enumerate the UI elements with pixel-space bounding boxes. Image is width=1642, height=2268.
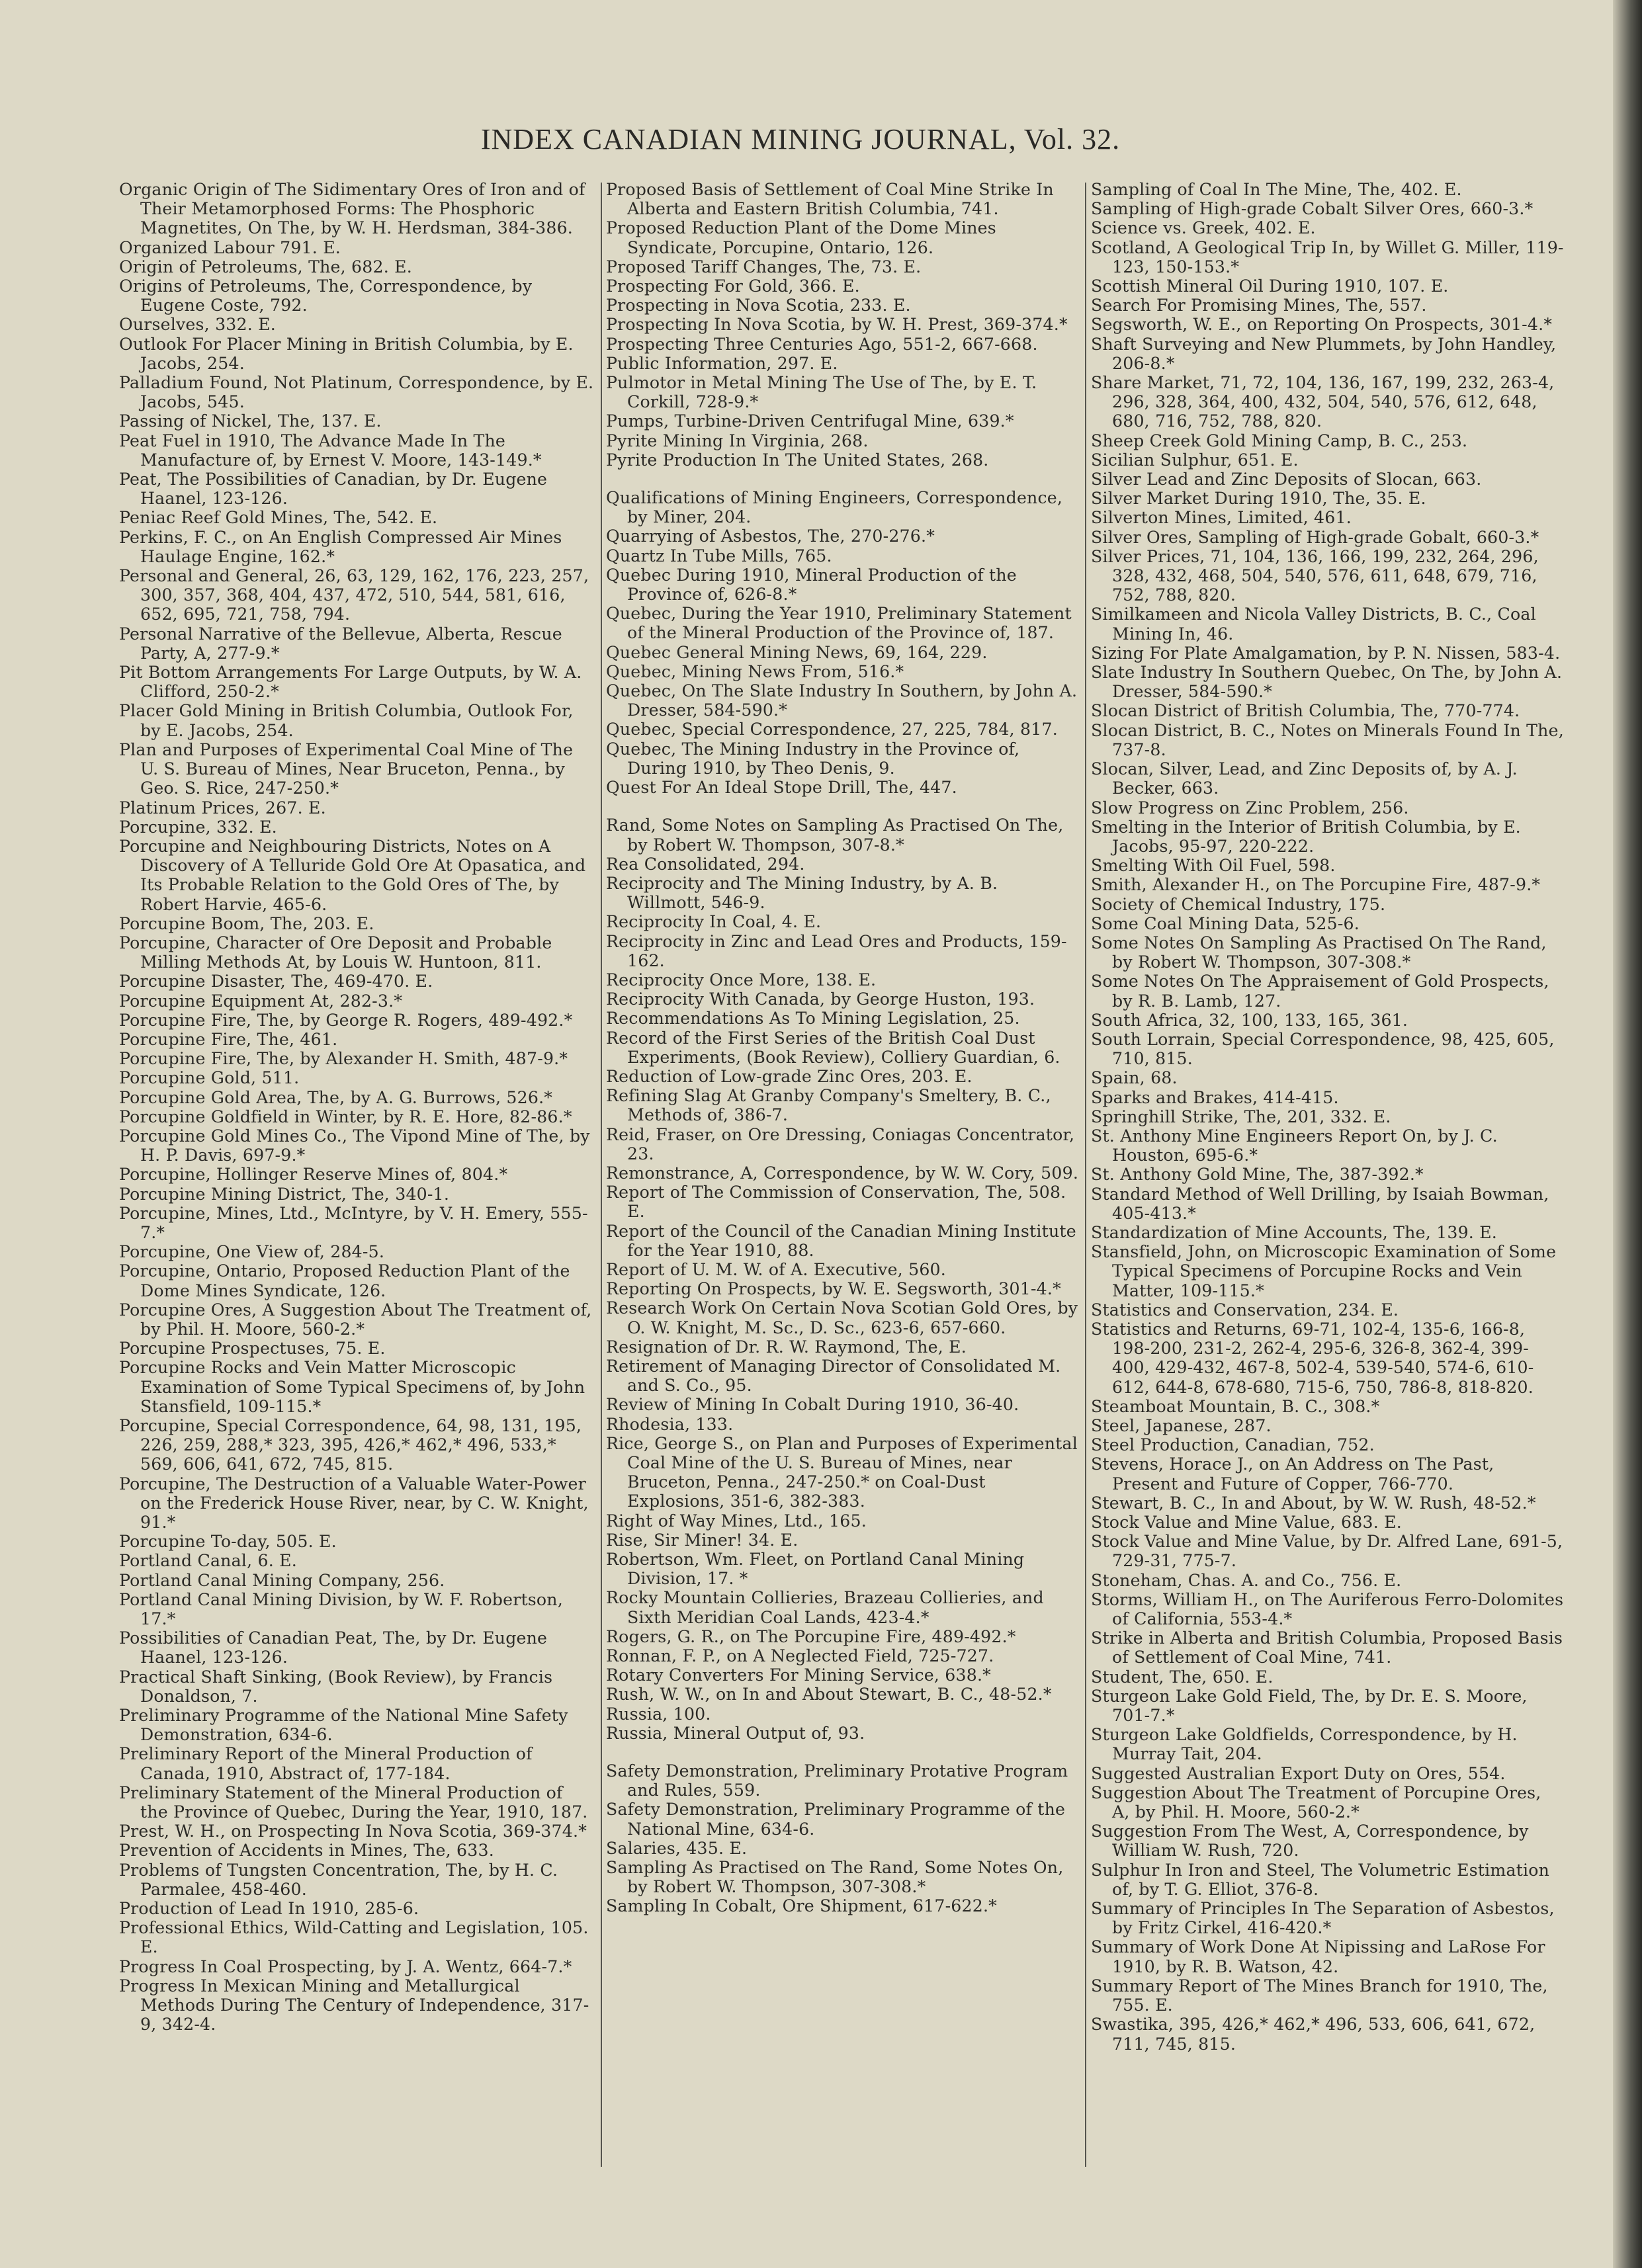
index-entry: Sampling of High-grade Cobalt Silver Ores, 660-3.* [1091,199,1534,219]
index-entry: Prevention of Accidents in Mines, The, 633. [119,1841,494,1861]
index-entry: Suggestion From The West, A, Correspondence, by William W. Rush, 720. [1091,1822,1529,1861]
index-entry: Society of Chemical Industry, 175. [1091,894,1386,914]
index-entry: Quartz In Tube Mills, 765. [606,546,832,566]
index-entry: Personal and General, 26, 63, 129, 162, 176, 223, 257, 300, 357, 368, 404, 437, 472, 510, 544, 581, 616, 652, 695, 721, 758, 794. [119,566,589,624]
index-entry: Pit Bottom Arrangements For Large Outputs, by W. A. Clifford, 250-2.* [119,663,582,702]
index-entry: Preliminary Programme of the National Mine Safety Demonstration, 634-6. [119,1706,568,1745]
index-entry: Porcupine, Mines, Ltd., McIntyre, by V. H. Emery, 555-7.* [119,1203,588,1242]
index-entry: Rogers, G. R., on The Porcupine Fire, 489-492.* [606,1626,1016,1646]
index-entry: Pyrite Production In The United States, 268. [606,450,989,470]
index-entry: Some Notes On Sampling As Practised On The Rand, by Robert W. Thompson, 307-308.* [1091,933,1547,972]
index-entry: Organic Origin of The Sidimentary Ores of Iron and of Their Metamorphosed Forms: The Phosphoric Magnetites, On The, by W. H. Herdsman, 384-386. [119,180,585,238]
index-entry: Quebec General Mining News, 69, 164, 229. [606,642,988,662]
index-entry: Problems of Tungsten Concentration, The, by H. C. Parmalee, 458-460. [119,1860,558,1899]
index-entry: South Lorrain, Special Correspondence, 98, 425, 605, 710, 815. [1091,1029,1555,1069]
index-entry: Porcupine Prospectuses, 75. E. [119,1339,386,1359]
index-entry: Pumps, Turbine-Driven Centrifugal Mine, 639.* [606,411,1014,431]
index-entry: Porcupine Rocks and Vein Matter Microscopic Examination of Some Typical Specimens of, by John Stansfield, 109-115.* [119,1358,585,1416]
index-column-1 [119,180,594,2171]
index-entry: Reciprocity in Zinc and Lead Ores and Products, 159-162. [606,931,1067,970]
index-entry: Porcupine Gold Mines Co., The Vipond Mine of The, by H. P. Davis, 697-9.* [119,1126,590,1165]
index-entry: Preliminary Statement of the Mineral Production of the Province of Quebec, During the Year, 1910, 187. [119,1783,588,1822]
index-entry: Standardization of Mine Accounts, The, 139. E. [1091,1222,1497,1242]
index-entry: Porcupine and Neighbouring Districts, Notes on A Discovery of A Telluride Gold Ore At Opasatica, and Its Probable Relation to the Gold Ores of The, by Robert Harvie, 465-6. [119,836,586,914]
index-entry: Stewart, B. C., In and About, by W. W. Rush, 48-52.* [1091,1493,1536,1513]
index-entry: St. Anthony Gold Mine, The, 387-392.* [1091,1165,1424,1185]
index-entry: Porcupine Gold Area, The, by A. G. Burrows, 526.* [119,1087,553,1107]
index-entry: Quebec, Special Correspondence, 27, 225, 784, 817. [606,720,1058,739]
index-entry: Stevens, Horace J., on An Address on The Past, Present and Future of Copper, 766-770. [1091,1454,1494,1493]
index-entry: Refining Slag At Granby Company's Smeltery, B. C., Methods of, 386-7. [606,1086,1051,1125]
index-entry: Slocan District, B. C., Notes on Minerals Found In The, 737-8. [1091,720,1564,759]
index-entry: Passing of Nickel, The, 137. E. [119,411,382,431]
index-column-2 [606,180,1081,2171]
index-entry: Qualifications of Mining Engineers, Correspondence, by Miner, 204. [606,488,1063,527]
index-entry: Quebec, On The Slate Industry In Southern, by John A. Dresser, 584-590.* [606,681,1078,720]
index-entry: Remonstrance, A, Correspondence, by W. W. Cory, 509. [606,1163,1079,1183]
index-entry: Porcupine Equipment At, 282-3.* [119,991,403,1011]
index-entry: Sulphur In Iron and Steel, The Volumetric Estimation of, by T. G. Elliot, 376-8. [1091,1860,1550,1899]
index-entry: Springhill Strike, The, 201, 332. E. [1091,1107,1391,1126]
index-entry: Rise, Sir Miner! 34. E. [606,1530,799,1550]
index-entry: Statistics and Conservation, 234. E. [1091,1300,1399,1320]
index-entry: Recommendations As To Mining Legislation, 25. [606,1009,1020,1029]
index-entry: Sheep Creek Gold Mining Camp, B. C., 253. [1091,431,1468,450]
index-entry: Review of Mining In Cobalt During 1910, 36-40. [606,1395,1019,1415]
index-entry: Porcupine, 332. E. [119,817,277,837]
index-entry: Steel Production, Canadian, 752. [1091,1435,1375,1455]
index-entry: Prospecting For Gold, 366. E. [606,276,860,296]
volume-label: Vol. 32. [1023,123,1121,155]
index-columns [119,180,1575,2171]
index-entry: Prospecting Three Centuries Ago, 551-2, 667-668. [606,334,1038,354]
index-entry: South Africa, 32, 100, 133, 165, 361. [1091,1010,1408,1030]
index-entry: Resignation of Dr. R. W. Raymond, The, E. [606,1337,967,1357]
index-entry: Report of The Commission of Conservation, The, 508. E. [606,1183,1066,1222]
index-entry: Safety Demonstration, Preliminary Protative Program and Rules, 559. [606,1761,1068,1800]
index-entry: Silver Lead and Zinc Deposits of Slocan, 663. [1091,470,1482,489]
index-entry: Russia, 100. [606,1704,711,1724]
index-entry: Research Work On Certain Nova Scotian Gold Ores, by O. W. Knight, M. Sc., D. Sc., 623-6, 657-660. [606,1298,1078,1337]
index-entry: Porcupine Gold, 511. [119,1068,300,1088]
index-entry: Student, The, 650. E. [1091,1667,1274,1687]
index-entry: Summary Report of The Mines Branch for 1910, The, 755. E. [1091,1976,1548,2015]
index-entry: Quebec, During the Year 1910, Preliminary Statement of the Mineral Production of the Province of, 187. [606,604,1072,643]
index-entry: Statistics and Returns, 69-71, 102-4, 135-6, 166-8, 198-200, 231-2, 262-4, 295-6, 326-8, 362-4, 399-400, 429-432, 467-8, 502-4, 539-540, 574-6, 610-612, 644-8, 678-680, 715-6, 750, 786-8, 818-820. [1091,1319,1534,1397]
index-entry: Porcupine To-day, 505. E. [119,1532,337,1552]
index-entry: Prospecting in Nova Scotia, 233. E. [606,296,911,315]
index-entry: Rice, George S., on Plan and Purposes of Experimental Coal Mine of the U. S. Bureau of Mines, near Bruceton, Penna., 247-250.* on Coal-Dust Explosions, 351-6, 382-383. [606,1433,1078,1511]
index-entry: Porcupine, Ontario, Proposed Reduction Plant of the Dome Mines Syndicate, 126. [119,1261,570,1300]
index-entry: Portland Canal Mining Division, by W. F. Robertson, 17.* [119,1589,563,1629]
index-entry: Report of U. M. W. of A. Executive, 560. [606,1259,946,1279]
index-entry: Origins of Petroleums, The, Correspondence, by Eugene Coste, 792. [119,276,533,315]
index-entry: Quebec During 1910, Mineral Production of the Province of, 626-8.* [606,565,1017,605]
index-entry: Record of the First Series of the British Coal Dust Experiments, (Book Review), Colliery Guardian, 6. [606,1028,1060,1067]
index-entry: Pyrite Mining In Virginia, 268. [606,431,869,450]
index-entry: Some Notes On The Appraisement of Gold Prospects, by R. B. Lamb, 127. [1091,972,1549,1011]
index-entry: Rotary Converters For Mining Service, 638.* [606,1665,991,1685]
index-entry: Sizing For Plate Amalgamation, by P. N. Nissen, 583-4. [1091,643,1561,663]
index-entry: Right of Way Mines, Ltd., 165. [606,1511,867,1531]
index-entry: Stock Value and Mine Value, by Dr. Alfred Lane, 691-5, 729-31, 775-7. [1091,1532,1563,1571]
index-entry: Origin of Petroleums, The, 682. E. [119,257,412,276]
index-entry: Some Coal Mining Data, 525-6. [1091,913,1360,933]
index-entry: Quest For An Ideal Stope Drill, The, 447. [606,778,957,798]
index-entry: Porcupine, The Destruction of a Valuable Water-Power on the Frederick House River, near, by C. W. Knight, 91.* [119,1474,589,1533]
index-entry: Summary of Principles In The Separation of Asbestos, by Fritz Cirkel, 416-420.* [1091,1899,1555,1938]
index-entry: Reciprocity With Canada, by George Huston, 193. [606,989,1035,1009]
index-entry: Porcupine Fire, The, by Alexander H. Smith, 487-9.* [119,1049,568,1069]
index-entry: Porcupine Goldfield in Winter, by R. E. Hore, 82-86.* [119,1107,572,1126]
index-entry: Quebec, Mining News From, 516.* [606,661,904,681]
index-entry: Peniac Reef Gold Mines, The, 542. E. [119,508,438,528]
index-entry: Platinum Prices, 267. E. [119,798,326,818]
index-entry: Steamboat Mountain, B. C., 308.* [1091,1396,1380,1416]
index-entry: Russia, Mineral Output of, 93. [606,1723,865,1743]
index-entry: Prest, W. H., on Prospecting In Nova Scotia, 369-374.* [119,1822,587,1841]
index-entry: Sturgeon Lake Goldfields, Correspondence, by H. Murray Tait, 204. [1091,1725,1518,1764]
index-entry: Silverton Mines, Limited, 461. [1091,508,1352,528]
index-entry: Sicilian Sulphur, 651. E. [1091,450,1299,470]
index-entry: Palladium Found, Not Platinum, Correspondence, by E. Jacobs, 545. [119,373,594,412]
index-entry: Peat Fuel in 1910, The Advance Made In The Manufacture of, by Ernest V. Moore, 143-149.* [119,431,542,470]
index-entry: Silver Market During 1910, The, 35. E. [1091,489,1426,509]
index-entry: Prospecting In Nova Scotia, by W. H. Prest, 369-374.* [606,315,1068,335]
index-entry: Proposed Tariff Changes, The, 73. E. [606,257,922,276]
index-entry: Shaft Surveying and New Plummets, by John Handley, 206-8.* [1091,334,1557,373]
index-entry: Public Information, 297. E. [606,353,838,373]
index-entry: Stansfield, John, on Microscopic Examination of Some Typical Specimens of Porcupine Rocks and Vein Matter, 109-115.* [1091,1242,1557,1300]
index-column-3 [1091,180,1564,2171]
index-entry: Practical Shaft Sinking, (Book Review), by Francis Donaldson, 7. [119,1667,553,1706]
index-entry: Sampling In Cobalt, Ore Shipment, 617-622.* [606,1896,997,1916]
index-entry: Quarrying of Asbestos, The, 270-276.* [606,526,935,546]
index-entry: Reporting On Prospects, by W. E. Segsworth, 301-4.* [606,1279,1061,1299]
index-entry: Porcupine, Character of Ore Deposit and Probable Milling Methods At, by Louis W. Huntoon, 811. [119,933,552,972]
index-entry: Share Market, 71, 72, 104, 136, 167, 199, 232, 263-4, 296, 328, 364, 400, 432, 504, 540, 576, 612, 648, 680, 716, 752, 788, 820. [1091,373,1555,431]
index-entry: Ronnan, F. P., on A Neglected Field, 725-727. [606,1646,994,1666]
index-entry: Preliminary Report of the Mineral Production of Canada, 1910, Abstract of, 177-184. [119,1744,533,1783]
index-entry: Placer Gold Mining in British Columbia, Outlook For, by E. Jacobs, 254. [119,701,574,740]
index-entry: Reid, Fraser, on Ore Dressing, Coniagas Concentrator, 23. [606,1124,1075,1163]
index-entry: Organized Labour 791. E. [119,237,341,257]
index-entry: Steel, Japanese, 287. [1091,1416,1272,1435]
index-entry: Sparks and Brakes, 414-415. [1091,1087,1339,1107]
index-entry: Porcupine Disaster, The, 469-470. E. [119,972,433,991]
index-entry: Porcupine Fire, The, by George R. Rogers, 489-492.* [119,1010,573,1030]
index-entry: Smelting With Oil Fuel, 598. [1091,856,1336,876]
index-entry: Outlook For Placer Mining in British Columbia, by E. Jacobs, 254. [119,334,574,373]
index-entry: Slocan District of British Columbia, The, 770-774. [1091,701,1520,721]
index-entry: Portland Canal, 6. E. [119,1551,297,1571]
index-entry: Progress In Coal Prospecting, by J. A. Wentz, 664-7.* [119,1956,572,1976]
index-entry: Sturgeon Lake Gold Field, The, by Dr. E. S. Moore, 701-7.* [1091,1686,1528,1726]
index-entry: Slocan, Silver, Lead, and Zinc Deposits of, by A. J. Becker, 663. [1091,759,1518,798]
index-entry: Science vs. Greek, 402. E. [1091,218,1316,238]
page-header [0,122,1601,156]
index-entry: Peat, The Possibilities of Canadian, by Dr. Eugene Haanel, 123-126. [119,470,548,509]
index-entry: St. Anthony Mine Engineers Report On, by J. C. Houston, 695-6.* [1091,1126,1498,1165]
index-entry: Professional Ethics, Wild-Catting and Legislation, 105. E. [119,1918,589,1957]
index-entry: Pulmotor in Metal Mining The Use of The, by E. T. Corkill, 728-9.* [606,373,1037,412]
index-entry: Rush, W. W., on In and About Stewart, B. C., 48-52.* [606,1685,1052,1704]
index-entry: Segsworth, W. E., on Reporting On Prospects, 301-4.* [1091,315,1553,335]
index-entry: Suggested Australian Export Duty on Ores, 554. [1091,1763,1506,1783]
index-entry: Plan and Purposes of Experimental Coal Mine of The U. S. Bureau of Mines, Near Bruceton, Penna., by Geo. S. Rice, 247-250.* [119,739,574,798]
index-entry: Porcupine Fire, The, 461. [119,1029,338,1049]
index-entry: Suggestion About The Treatment of Porcupine Ores, A, by Phil. H. Moore, 560-2.* [1091,1783,1541,1822]
index-entry: Reciprocity Once More, 138. E. [606,970,877,989]
index-entry: Porcupine, Special Correspondence, 64, 98, 131, 195, 226, 259, 288,* 323, 395, 426,* 462,* 496, 533,* 569, 606, 641, 672, 745, 815. [119,1416,582,1474]
index-entry: Sampling As Practised on The Rand, Some Notes On, by Robert W. Thompson, 307-308.* [606,1858,1064,1897]
index-entry: Proposed Basis of Settlement of Coal Mine Strike In Alberta and Eastern British Columbia, 741. [606,180,1054,219]
journal-title: INDEX CANADIAN MINING JOURNAL, [480,123,1017,155]
index-entry: Similkameen and Nicola Valley Districts, B. C., Coal Mining In, 46. [1091,605,1536,644]
index-entry: Silver Prices, 71, 104, 136, 166, 199, 232, 264, 296, 328, 432, 468, 504, 540, 576, 611, 648, 679, 716, 752, 788, 820. [1091,546,1539,605]
index-entry: Stoneham, Chas. A. and Co., 756. E. [1091,1570,1402,1590]
index-entry: Porcupine, One View of, 284-5. [119,1242,385,1262]
index-entry: Personal Narrative of the Bellevue, Alberta, Rescue Party, A, 277-9.* [119,624,562,663]
index-entry: Smelting in the Interior of British Columbia, by E. Jacobs, 95-97, 220-222. [1091,817,1521,856]
index-entry: Scotland, A Geological Trip In, by Willet G. Miller, 119-123, 150-153.* [1091,237,1564,276]
index-entry: Summary of Work Done At Nipissing and LaRose For 1910, by R. B. Watson, 42. [1091,1937,1545,1976]
index-entry: Reciprocity and The Mining Industry, by A. B. Willmott, 546-9. [606,873,998,913]
index-entry: Production of Lead In 1910, 285-6. [119,1899,419,1919]
index-entry: Standard Method of Well Drilling, by Isaiah Bowman, 405-413.* [1091,1184,1549,1223]
index-entry: Possibilities of Canadian Peat, The, by Dr. Eugene Haanel, 123-126. [119,1628,548,1667]
index-entry: Perkins, F. C., on An English Compressed Air Mines Haulage Engine, 162.* [119,527,562,566]
index-entry: Smith, Alexander H., on The Porcupine Fire, 487-9.* [1091,875,1541,895]
index-entry: Swastika, 395, 426,* 462,* 496, 533, 606, 641, 672, 711, 745, 815. [1091,2015,1535,2054]
index-entry: Reciprocity In Coal, 4. E. [606,912,822,932]
index-entry: Scottish Mineral Oil During 1910, 107. E. [1091,276,1449,296]
index-entry: Spain, 68. [1091,1068,1178,1088]
index-entry: Porcupine Ores, A Suggestion About The Treatment of, by Phil. H. Moore, 560-2.* [119,1300,592,1339]
index-entry: Rhodesia, 133. [606,1414,734,1434]
index-entry: Salaries, 435. E. [606,1838,748,1858]
index-entry: Reduction of Low-grade Zinc Ores, 203. E. [606,1066,972,1086]
index-entry: Portland Canal Mining Company, 256. [119,1570,445,1590]
index-entry: Storms, William H., on The Auriferous Ferro-Dolomites of California, 553-4.* [1091,1589,1564,1629]
index-entry: Sampling of Coal In The Mine, The, 402. E. [1091,180,1462,199]
index-entry: Rocky Mountain Collieries, Brazeau Collieries, and Sixth Meridian Coal Lands, 423-4.* [606,1588,1044,1627]
index-entry: Stock Value and Mine Value, 683. E. [1091,1513,1402,1533]
page-edge-shadow [1613,0,1642,2268]
index-entry: Slate Industry In Southern Quebec, On The, by John A. Dresser, 584-590.* [1091,663,1563,702]
index-entry: Porcupine Boom, The, 203. E. [119,913,374,933]
index-entry: Progress In Mexican Mining and Metallurgical Methods During The Century of Independence, 317-9, 342-4. [119,1976,589,2035]
index-entry: Rea Consolidated, 294. [606,854,805,874]
index-entry: Porcupine, Hollinger Reserve Mines of, 804.* [119,1165,508,1185]
index-entry: Rand, Some Notes on Sampling As Practised On The, by Robert W. Thompson, 307-8.* [606,816,1064,855]
index-entry: Robertson, Wm. Fleet, on Portland Canal Mining Division, 17. * [606,1550,1025,1589]
index-entry: Slow Progress on Zinc Problem, 256. [1091,798,1409,818]
index-entry: Quebec, The Mining Industry in the Province of, During 1910, by Theo Denis, 9. [606,739,1020,778]
index-entry: Retirement of Managing Director of Consolidated M. and S. Co., 95. [606,1356,1061,1396]
index-entry: Ourselves, 332. E. [119,315,276,335]
index-entry: Search For Promising Mines, The, 557. [1091,296,1427,315]
index-entry: Proposed Reduction Plant of the Dome Mines Syndicate, Porcupine, Ontario, 126. [606,218,996,257]
index-entry: Safety Demonstration, Preliminary Programme of the National Mine, 634-6. [606,1800,1066,1839]
index-entry: Porcupine Mining District, The, 340-1. [119,1184,450,1204]
index-entry: Report of the Council of the Canadian Mining Institute for the Year 1910, 88. [606,1221,1076,1260]
index-entry: Silver Ores, Sampling of High-grade Gobalt, 660-3.* [1091,527,1539,547]
index-entry: Strike in Alberta and British Columbia, Proposed Basis of Settlement of Coal Mine, 741. [1091,1628,1563,1667]
